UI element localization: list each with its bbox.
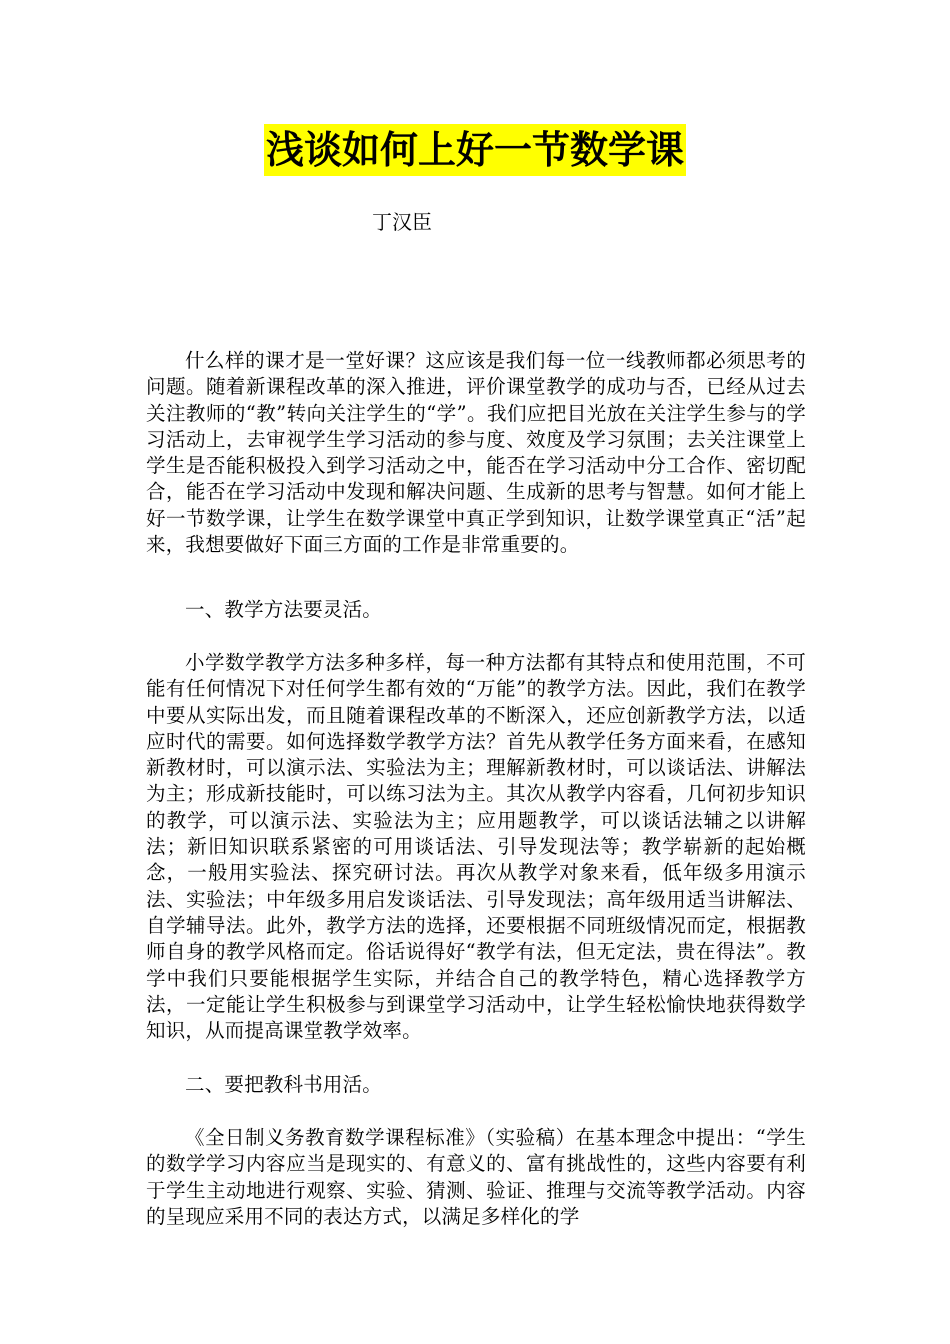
- intro-paragraph: 什么样的课才是一堂好课？这应该是我们每一位一线教师都必须思考的问题。随着新课程改革的深入推进，评价课堂教学的成功与否，已经从过去关注教师的“教”转向关注学生的“学”。我们应把目光放在关注学生参与的学习活动上，去审视学生学习活动的参与度、效度及学习氛围；去关注课堂上学生是否能积极投入到学习活动之中，能否在学习活动中分工合作、密切配合，能否在学习活动中发现和解决问题、生成新的思考与智慧。如何才能上好一节数学课，让学生在数学课堂中真正学到知识，让数学课堂真正“活”起来，我想要做好下面三方面的工作是非常重要的。: [146, 349, 806, 557]
- section-1-paragraph: 小学数学教学方法多种多样，每一种方法都有其特点和使用范围，不可能有任何情况下对任何学生都有效的“万能”的教学方法。因此，我们在教学中要从实际出发，而且随着课程改革的不断深入，还应创新教学方法，以适应时代的需要。如何选择数学教学方法？首先从教学任务方面来看，在感知新教材时，可以演示法、实验法为主；理解新教材时，可以谈话法、讲解法为主；形成新技能时，可以练习法为主。其次从教学内容看，几何初步知识的教学，可以演示法、实验法为主；应用题教学，可以谈话法辅之以讲解法；新旧知识联系紧密的可用谈话法、引导发现法等；教学崭新的起始概念，一般用实验法、探究研讨法。再次从教学对象来看，低年级多用演示法、实验法；中年级多用启发谈话法、引导发现法；高年级用适当讲解法、自学辅导法。此外，教学方法的选择，还要根据不同班级情况而定，根据教师自身的教学风格而定。俗话说得好“教学有法，但无定法，贵在得法”。教学中我们只要能根据学生实际，并结合自己的教学特色，精心选择教学方法，一定能让学生积极参与到课堂学习活动中，让学生轻松愉快地获得数学知识，从而提高课堂教学效率。: [146, 651, 806, 1043]
- author-name: 丁汉臣: [372, 210, 432, 234]
- section-heading-2: 二、要把教科书用活。: [185, 1073, 383, 1096]
- section-heading-1: 一、教学方法要灵活。: [185, 598, 383, 621]
- section-2-paragraph: 《全日制义务教育数学课程标准》（实验稿）在基本理念中提出：“学生的数学学习内容应当是现实的、有意义的、富有挑战性的，这些内容要有利于学生主动地进行观察、实验、猜测、验证、推理与交流等教学活动。内容的呈现应采用不同的表达方式，以满足多样化的学: [146, 1126, 806, 1228]
- document-title: 浅谈如何上好一节数学课: [264, 124, 686, 176]
- title-container: [0, 124, 950, 176]
